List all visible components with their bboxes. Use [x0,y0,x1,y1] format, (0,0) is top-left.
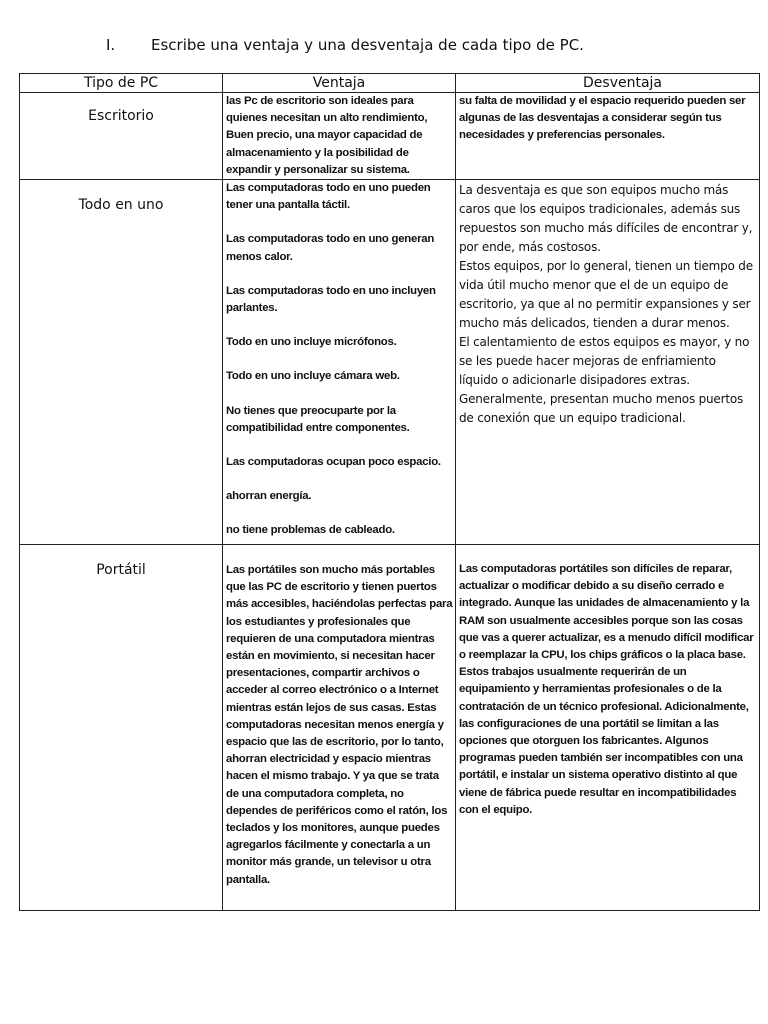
table-row-escritorio [20,93,760,180]
list-item: Generalmente, presentan mucho menos puertos de conexión que un equipo tradicional. [459,392,744,426]
list-item: La desventaja es que son equipos mucho más caros que los equipos tradicionales, además sus repuestos son mucho más difíciles de encontrar y, por ende, más costosos. [459,183,753,255]
type-cell [20,93,223,180]
list-item: Las computadoras ocupan poco espacio. [226,456,441,469]
disadvantage-cell [456,93,760,180]
table-row-portatil [20,545,760,911]
table-row-todo-en-uno [20,180,760,545]
list-item: ahorran energía. [226,490,312,503]
pc-comparison-table [19,73,760,911]
instruction [106,36,584,54]
disadvantage-text: su falta de movilidad y el espacio requerido pueden ser algunas de las desventajas a considerar según tus necesidades y preferencias personales. [459,95,746,142]
list-item: Las computadoras todo en uno incluyen parlantes. [226,284,436,315]
list-item: No tienes que preocuparte por la compatibilidad entre componentes. [226,404,410,434]
list-item: Las computadoras todo en uno pueden tener una pantalla táctil. [226,182,431,212]
header-desventaja: Desventaja [456,74,760,93]
list-item: Estos equipos, por lo general, tienen un tiempo de vida útil mucho menor que el de un equipo de escritorio, ya que al no permitir expansiones y ser mucho más delicados, tienden a durar menos. [459,259,753,331]
instruction-number: I. [106,36,116,54]
list-item: no tiene problemas de cableado. [226,524,395,537]
list-item: Todo en uno incluye micrófonos. [226,336,397,349]
advantage-cell [223,93,456,180]
header-ventaja: Ventaja [223,74,456,93]
header-tipo: Tipo de PC [20,74,223,93]
type-label-escritorio: Escritorio [88,108,154,124]
list-item: El calentamiento de estos equipos es mayor, y no se les puede hacer mejoras de enfriamiento líquido o adicionarle disipadores extras. [459,335,750,388]
advantage-cell [223,545,456,911]
type-label-todo-en-uno: Todo en uno [78,197,164,214]
list-item: Todo en uno incluye cámara web. [226,370,400,383]
type-cell [20,545,223,911]
advantage-text: las Pc de escritorio son ideales para quienes necesitan un alto rendimiento, Buen precio, una mayor capacidad de almacenamiento y la posibilidad de expandir y personalizar su sistema. [226,95,428,176]
advantage-text: Las portátiles son mucho más portables que las PC de escritorio y tienen puertos más accesibles, haciéndolas perfectas para los estudiantes y profesionales que requieren de una computadora mientras están en movimiento, si necesitan hacer presentaciones, compartir archivos o acceder al correo electrónico o a Internet mientras están lejos de sus casas. Estas computadoras necesitan menos energía y espacio que las de escritorio, por lo tanto, ahorran electricidad y espacio mientras hacen el mismo trabajo. Y ya que se trata de una computadora completa, no dependes de periféricos como el ratón, los teclados y los monitores, aunque puedes agregarlos fácilmente y conectarla a un monitor más grande, un televisor u otra pantalla. [226,564,453,886]
table-header-row [20,74,760,93]
disadvantage-list [456,180,759,428]
instruction-text: Escribe una ventaja y una desventaja de cada tipo de PC. [151,36,584,54]
type-cell [20,180,223,545]
type-label-portatil: Portátil [96,562,146,579]
advantage-list [223,180,455,540]
list-item: Las computadoras todo en uno generan menos calor. [226,233,435,263]
disadvantage-cell [456,180,760,545]
disadvantage-cell [456,545,760,911]
disadvantage-text: Las computadoras portátiles son difíciles de reparar, actualizar o modificar debido a su diseño cerrado e integrado. Aunque las unidades de almacenamiento y la RAM son usualmente accesibles porque son las cosas que vas a querer actualizar, es a menudo difícil modificar o reemplazar la CPU, los chips gráficos o la placa base. Estos trabajos usualmente requerirán de un equipamiento y herramientas profesionales o de la contratación de un técnico profesional. Adicionalmente, las configuraciones de una portátil se limitan a las opciones que otorguen los fabricantes. Algunos programas pueden también ser incompatibles con una portátil, e instalar un sistema operativo distinto al que viene de fábrica puede resultar en incompatibilidades con el equipo. [459,563,754,816]
advantage-cell [223,180,456,545]
